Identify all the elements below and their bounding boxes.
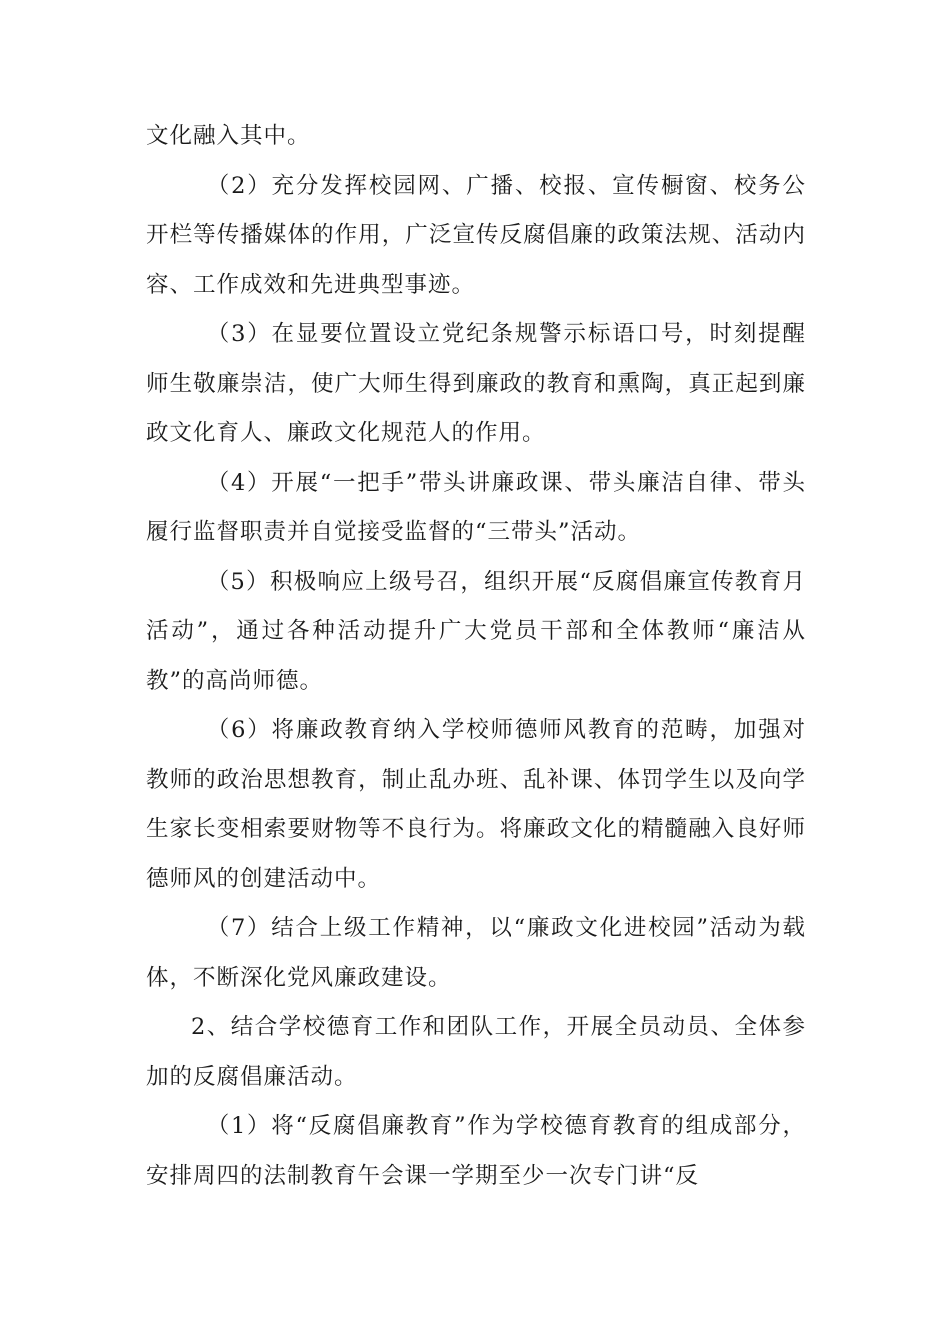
paragraph-section-2-item-1: （1）将“反腐倡廉教育”作为学校德育教育的组成部分，安排周四的法制教育午会课一学期至少一次专门讲“反 <box>146 1113 806 1189</box>
paragraph-item-2: （2）充分发挥校园网、广播、校报、宣传橱窗、校务公开栏等传播媒体的作用，广泛宣传反腐倡廉的政策法规、活动内容、工作成效和先进典型事迹。 <box>146 172 806 298</box>
paragraph-item-5: （5）积极响应上级号召，组织开展“反腐倡廉宣传教育月活动”，通过各种活动提升广大党员干部和全体教师“廉洁从教”的高尚师德。 <box>146 568 806 694</box>
paragraph-item-6: （6）将廉政教育纳入学校师德师风教育的范畴，加强对教师的政治思想教育，制止乱办班、乱补课、体罚学生以及向学生家长变相索要财物等不良行为。将廉政文化的精髓融入良好师德师风的创建活动中。 <box>146 717 806 892</box>
paragraph-continuation: 文化融入其中。 <box>146 123 311 149</box>
paragraph-item-4: （4）开展“一把手”带头讲廉政课、带头廉洁自律、带头履行监督职责并自觉接受监督的“三带头”活动。 <box>146 469 806 545</box>
paragraph-item-3: （3）在显要位置设立党纪条规警示标语口号，时刻提醒师生敬廉崇洁，使广大师生得到廉政的教育和熏陶，真正起到廉政文化育人、廉政文化规范人的作用。 <box>146 321 806 446</box>
paragraph-item-7: （7）结合上级工作精神，以“廉政文化进校园”活动为载体，不断深化党风廉政建设。 <box>146 915 806 991</box>
body-text <box>146 112 806 1201</box>
paragraph-section-2: 2、结合学校德育工作和团队工作，开展全员动员、全体参加的反腐倡廉活动。 <box>146 1014 806 1090</box>
